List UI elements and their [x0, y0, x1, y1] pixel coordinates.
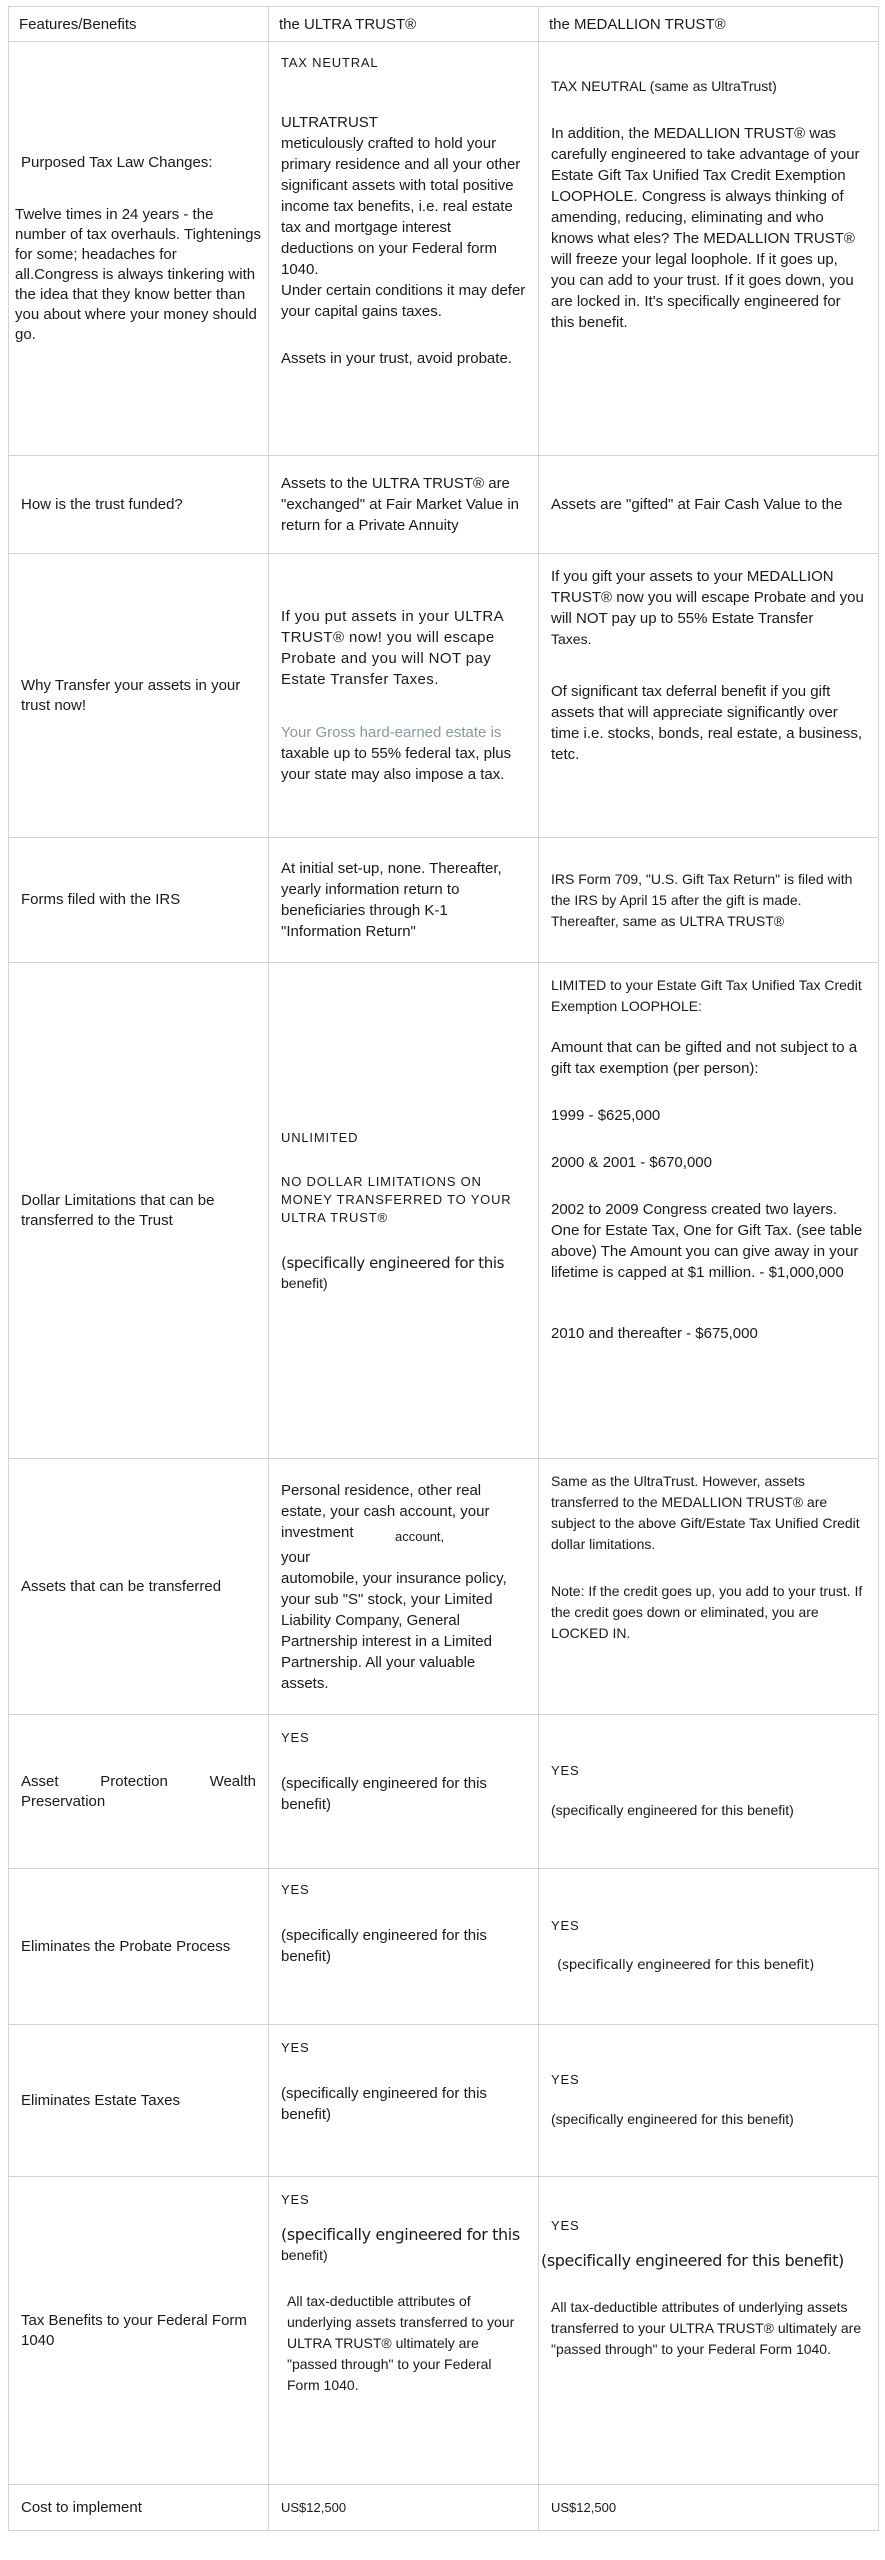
- ultra-account: account,: [395, 1528, 445, 1544]
- row-label: Why Transfer your assets in your trust now!: [9, 554, 269, 838]
- medallion-note: (specifically engineered for this benefit): [551, 2111, 794, 2127]
- medallion-body: All tax-deductible attributes of underlying assets transferred to your ULTRA TRUST® ultimately are "passed through" to your Federal Form 1040.: [551, 2299, 862, 2357]
- row-label: Eliminates Estate Taxes: [9, 2025, 269, 2177]
- medallion-cell: [539, 1869, 879, 2025]
- ultra-cell: [269, 2177, 539, 2485]
- medallion-text-2: Note: If the credit goes up, you add to your trust. If the credit goes down or eliminated, you are LOCKED IN.: [551, 1583, 863, 1641]
- ultra-no-limit: NO DOLLAR LIMITATIONS ON MONEY TRANSFERRED TO YOUR ULTRA TRUST®: [281, 1173, 512, 1225]
- medallion-cell: [539, 2177, 879, 2485]
- medallion-cell: IRS Form 709, "U.S. Gift Tax Return" is filed with the IRS by April 15 after the gift is made. Thereafter, same as ULTRA TRUST®: [539, 838, 879, 963]
- ultra-text-1: If you put assets in your ULTRA TRUST® now! you will escape Probate and you will NOT pay Estate Transfer Taxes.: [281, 608, 504, 688]
- medallion-text-2: Of significant tax deferral benefit if you gift assets that will appreciate significantly over time i.e. stocks, bonds, real estate, a business, tetc.: [551, 683, 862, 763]
- row-label: [9, 42, 269, 456]
- header-features: Features/Benefits: [9, 7, 269, 42]
- medallion-yes: YES: [551, 1918, 580, 1933]
- row-tax-law: [9, 42, 879, 456]
- row-dollar-limits: [9, 963, 879, 1459]
- row-asset-protection: [9, 1715, 879, 1869]
- label-word-1: Asset: [21, 1772, 59, 1790]
- medallion-note: (specifically engineered for this benefit): [557, 1957, 815, 1973]
- ultra-body3: Assets in your trust, avoid probate.: [281, 350, 512, 367]
- row-transfer-now: [9, 554, 879, 838]
- medallion-2010: 2010 and thereafter - $675,000: [551, 1325, 758, 1342]
- medallion-1999: 1999 - $625,000: [551, 1107, 661, 1124]
- label-body: Twelve times in 24 years - the number of tax overhauls. Tightenings for some; headaches for all.Congress is always tinkering with the idea that they know better than you about where your money should go.: [15, 205, 261, 343]
- ultra-cell: [269, 1459, 539, 1715]
- medallion-text-1: Same as the UltraTrust. However, assets transferred to the MEDALLION TRUST® are subject to the above Gift/Estate Tax Unified Credit dollar limitations.: [551, 1473, 860, 1552]
- row-label: Dollar Limitations that can be transferred to the Trust: [9, 963, 269, 1459]
- ultra-note: (specifically engineered for this benefit): [281, 2085, 487, 2123]
- ultra-body2: Under certain conditions it may defer your capital gains taxes.: [281, 282, 526, 320]
- medallion-text-1b: Taxes.: [551, 631, 592, 647]
- ultra-yes: YES: [281, 1882, 310, 1897]
- ultra-text-b: your: [281, 1548, 311, 1566]
- header-ultra-trust: the ULTRA TRUST®: [269, 7, 539, 42]
- row-label: How is the trust funded?: [9, 456, 269, 554]
- ultra-text-2a: Your Gross hard-earned estate is: [281, 724, 502, 741]
- medallion-note: (specifically engineered for this benefit): [541, 2251, 844, 2270]
- row-label: Cost to implement: [9, 2485, 269, 2531]
- ultra-cost: US$12,500: [269, 2485, 539, 2531]
- ultra-cell: [269, 554, 539, 838]
- ultra-text-2b: taxable up to 55% federal tax, plus your state may also impose a tax.: [281, 745, 512, 783]
- medallion-yes: YES: [551, 2218, 580, 2233]
- row-tax-benefits: [9, 2177, 879, 2485]
- medallion-head: TAX NEUTRAL (same as UltraTrust): [551, 78, 777, 94]
- medallion-yes: YES: [551, 2072, 580, 2087]
- medallion-body: In addition, the MEDALLION TRUST® was carefully engineered to take advantage of your Estate Gift Tax Unified Tax Credit Exemption LOOPHOLE. Congress is always thinking of amending, reducing, eliminating and who knows what eles? The MEDALLION TRUST® will freeze your legal loophole. If it goes up, you can add to your trust. If it goes down, you are locked in. It's specifically engineered for this benefit.: [551, 125, 860, 331]
- medallion-2002: 2002 to 2009 Congress created two layers. One for Estate Tax, One for Gift Tax. (see table above) The Amount you can give away in your lifetime is capped at $1 million. - $1,000,000: [551, 1201, 863, 1281]
- ultra-note: (specifically engineered for this benefit): [281, 1927, 487, 1965]
- ultra-cell: [269, 963, 539, 1459]
- ultra-body: meticulously crafted to hold your primary residence and all your other significant assets with total positive income tax benefits, i.e. real estate tax and mortgage interest deductions on your Federal form 1040.: [281, 135, 521, 278]
- ultra-yes: YES: [281, 1730, 310, 1745]
- header-row: [9, 7, 879, 42]
- medallion-cell: [539, 554, 879, 838]
- ultra-text-c: automobile, your insurance policy, your sub "S" stock, your Limited Liability Company, General Partnership interest in a Limited Partnership. All your valuable assets.: [281, 1569, 507, 1692]
- ultra-cell: [269, 1715, 539, 1869]
- ultra-note: (specifically engineered for this: [281, 2225, 520, 2244]
- ultra-yes: YES: [281, 2040, 310, 2055]
- medallion-cell: [539, 1715, 879, 1869]
- row-label: Assets that can be transferred: [9, 1459, 269, 1715]
- row-estate-taxes: [9, 2025, 879, 2177]
- medallion-limited: LIMITED to your Estate Gift Tax Unified Tax Credit Exemption LOOPHOLE:: [551, 977, 862, 1014]
- ultra-yes: YES: [281, 2192, 310, 2207]
- label-word-2: Protection: [100, 1772, 168, 1790]
- ultra-note-2: benefit): [281, 1274, 328, 1291]
- row-label: [9, 1715, 269, 1869]
- medallion-cell: [539, 42, 879, 456]
- row-funding: [9, 456, 879, 554]
- ultra-note-2: benefit): [281, 2247, 328, 2263]
- label-word-3: Wealth: [209, 1772, 256, 1790]
- comparison-table: [8, 6, 879, 2531]
- row-label: Eliminates the Probate Process: [9, 1869, 269, 2025]
- row-assets: [9, 1459, 879, 1715]
- row-label: Forms filed with the IRS: [9, 838, 269, 963]
- label-title: Purposed Tax Law Changes:: [21, 153, 213, 171]
- ultra-note: (specifically engineered for this benefit): [281, 1775, 487, 1813]
- ultra-cell: [269, 1869, 539, 2025]
- ultra-title: ULTRATRUST: [281, 114, 378, 131]
- medallion-cell: [539, 2025, 879, 2177]
- row-cost: [9, 2485, 879, 2531]
- medallion-cell: [539, 1459, 879, 1715]
- medallion-cell: Assets are "gifted" at Fair Cash Value to the: [539, 456, 879, 554]
- ultra-head: TAX NEUTRAL: [281, 55, 379, 70]
- ultra-body: All tax-deductible attributes of underlying assets transferred to your ULTRA TRUST® ultimately are "passed through" to your Federal Form 1040.: [287, 2293, 515, 2393]
- row-probate: [9, 1869, 879, 2025]
- ultra-cell: [269, 42, 539, 456]
- row-label: Tax Benefits to your Federal Form 1040: [9, 2177, 269, 2485]
- ultra-unlimited: UNLIMITED: [281, 1129, 359, 1145]
- medallion-note: (specifically engineered for this benefit): [551, 1802, 794, 1818]
- medallion-2000: 2000 & 2001 - $670,000: [551, 1154, 712, 1171]
- ultra-note: (specifically engineered for this: [281, 1253, 505, 1272]
- medallion-yes: YES: [551, 1763, 580, 1778]
- ultra-cell: Assets to the ULTRA TRUST® are "exchanged" at Fair Market Value in return for a Private Annuity: [269, 456, 539, 554]
- medallion-cost: US$12,500: [539, 2485, 879, 2531]
- medallion-cell: [539, 963, 879, 1459]
- ultra-cell: At initial set-up, none. Thereafter, yearly information return to beneficiaries through K-1 "Information Return": [269, 838, 539, 963]
- medallion-amount: Amount that can be gifted and not subject to a gift tax exemption (per person):: [551, 1039, 858, 1077]
- ultra-text-a: Personal residence, other real estate, your cash account, your investment: [281, 1481, 490, 1541]
- row-irs-forms: [9, 838, 879, 963]
- label-line-2: Preservation: [21, 1792, 106, 1810]
- header-medallion-trust: the MEDALLION TRUST®: [539, 7, 879, 42]
- ultra-cell: [269, 2025, 539, 2177]
- medallion-text-1: If you gift your assets to your MEDALLION TRUST® now you will escape Probate and you will NOT pay up to 55% Estate Transfer: [551, 568, 864, 627]
